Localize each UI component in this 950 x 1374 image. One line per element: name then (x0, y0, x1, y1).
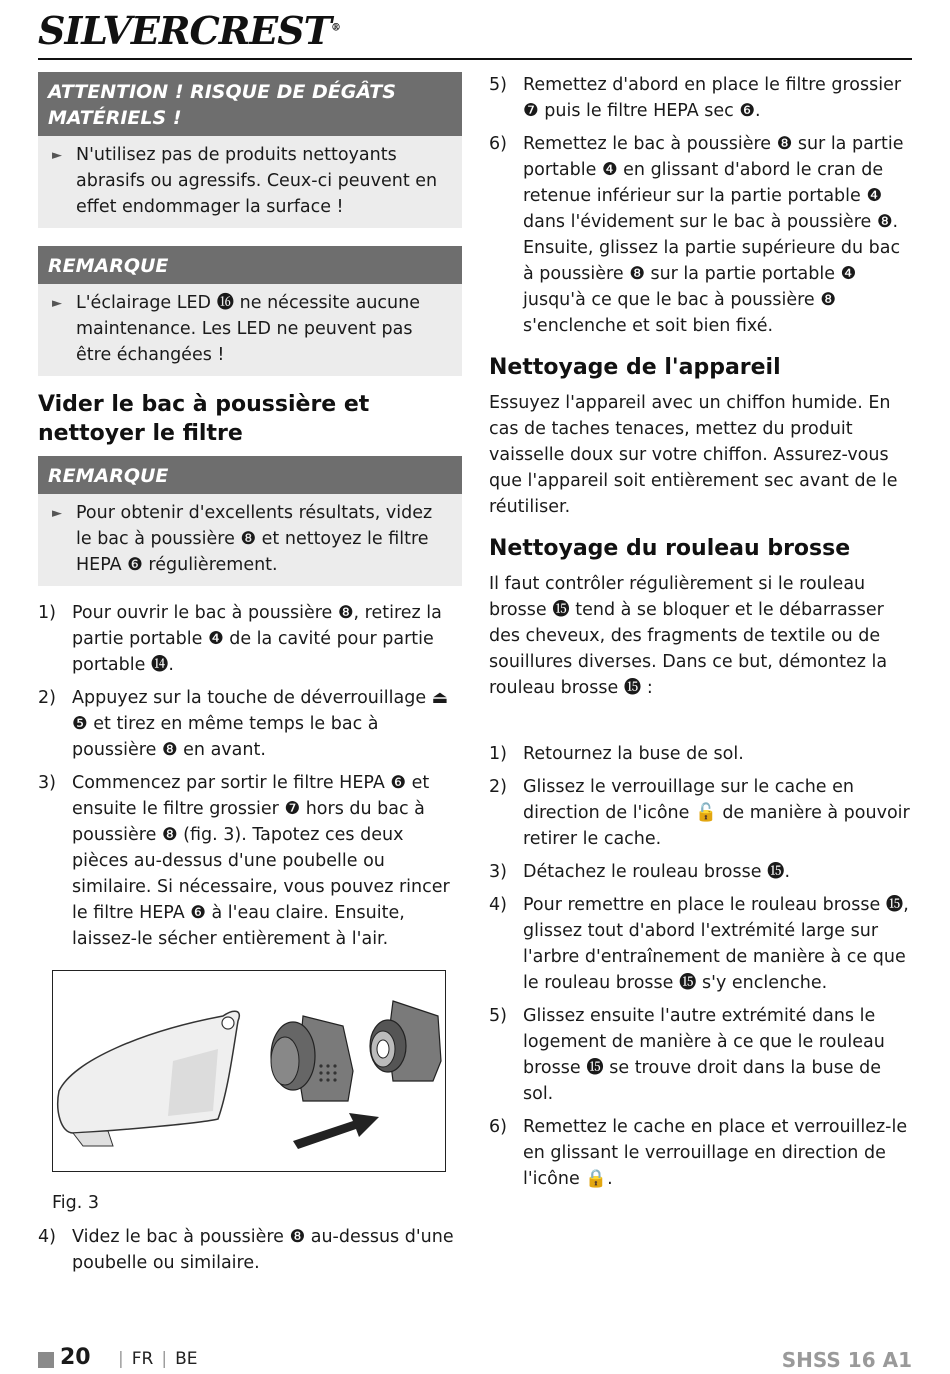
header-rule (38, 58, 912, 60)
brush-roll-paragraph: Il faut contrôler régulièrement si le rouleau brosse ⓯ tend à se bloquer et le débarrasser des cheveux, des fragments de textile ou de souillures diverses. Dans ce but, démontez la rouleau brosse ⓯ : (489, 574, 888, 698)
footer-marker (38, 1352, 54, 1368)
figure-3-illustration (52, 970, 446, 1172)
step-number: 2) (489, 777, 507, 797)
note-title: REMARQUE (38, 456, 462, 494)
step-item (489, 72, 914, 124)
step-item (489, 892, 914, 996)
bullet-arrow-icon: ► (52, 296, 62, 311)
footer-separator: | (161, 1349, 168, 1369)
step-number: 3) (38, 773, 56, 793)
step-number: 4) (489, 895, 507, 915)
note-text: L'éclairage LED ⓰ ne nécessite aucune maintenance. Les LED ne peuvent pas être échangées ! (76, 293, 421, 365)
attention-box (38, 72, 462, 228)
step-item (489, 774, 914, 852)
step-text: Détachez le rouleau brosse ⓯. (523, 862, 791, 882)
attention-bullet (52, 142, 448, 220)
step-item (38, 600, 462, 678)
step-number: 5) (489, 75, 507, 95)
attention-text: N'utilisez pas de produits nettoyants abrasifs ou agressifs. Ceux-ci peuvent en effet endommager la surface ! (76, 145, 438, 217)
step-item (38, 770, 462, 952)
step-number: 1) (489, 744, 507, 764)
dust-bin-filters-drawing (53, 971, 445, 1171)
step-item (38, 1224, 462, 1276)
step-number: 5) (489, 1006, 507, 1026)
bullet-arrow-icon: ► (52, 506, 62, 521)
registered-mark: ® (330, 22, 340, 34)
note-bullet (52, 290, 448, 368)
step-text: Pour ouvrir le bac à poussière ❽, retirez la partie portable ❹ de la cavité pour partie portable ⓮. (72, 603, 442, 675)
step-text: Commencez par sortir le filtre HEPA ❻ et ensuite le filtre grossier ❼ hors du bac à poussière ❽ (fig. 3). Tapotez ces deux pièces au-dessus d'une poubelle ou similaire. Si nécessaire, vous pouvez rincer le filtre HEPA ❻ à l'eau claire. Ensuite, laissez-le sécher entièrement à l'air. (72, 773, 450, 949)
footer-separator: | (118, 1349, 124, 1369)
note-box-filter (38, 456, 462, 586)
section-heading-empty-bin: Vider le bac à poussière et nettoyer le filtre (38, 392, 370, 446)
section-heading-cleaning: Nettoyage de l'appareil (489, 355, 781, 380)
step-text: Glissez le verrouillage sur le cache en direction de l'icône 🔓 de manière à pouvoir retirer le cache. (523, 777, 910, 849)
step-number: 4) (38, 1227, 56, 1247)
step-text: Remettez le bac à poussière ❽ sur la partie portable ❹ en glissant d'abord le cran de retenue inférieur sur la partie portable ❹ dans l'évidement sur le bac à poussière ❽. Ensuite, glissez la partie supérieure du bac à poussière ❽ sur la partie portable ❹ jusqu'à ce que le bac à poussière ❽ s'enclenche et soit bien fixé. (523, 134, 904, 336)
step-text: Appuyez sur la touche de déverrouillage ⏏ ❺ et tirez en même temps le bac à poussière ❽ en avant. (72, 688, 449, 760)
step-number: 1) (38, 603, 56, 623)
cleaning-paragraph: Essuyez l'appareil avec un chiffon humide. En cas de taches tenaces, mettez du produit vaisselle doux sur votre chiffon. Assurez-vous que l'appareil soit entièrement sec avant de le réutiliser. (489, 393, 898, 517)
brand-logo (38, 8, 340, 53)
step-number: 2) (38, 688, 56, 708)
step-text: Remettez d'abord en place le filtre grossier ❼ puis le filtre HEPA sec ❻. (523, 75, 902, 121)
step-item (489, 131, 914, 339)
step-number: 6) (489, 1117, 507, 1137)
step-item (38, 685, 462, 763)
step-item (489, 1003, 914, 1107)
footer-lang-1: FR (131, 1349, 154, 1369)
left-column (38, 72, 462, 1283)
step-text: Retournez la buse de sol. (523, 744, 744, 764)
model-number: SHSS 16 A1 (781, 1348, 912, 1372)
step-number: 3) (489, 862, 507, 882)
right-column (489, 72, 914, 1199)
step-text: Videz le bac à poussière ❽ au-dessus d'une poubelle ou similaire. (72, 1227, 454, 1273)
note-text: Pour obtenir d'excellents résultats, videz le bac à poussière ❽ et nettoyez le filtre HEPA ❻ régulièrement. (76, 503, 433, 575)
step-text: Remettez le cache en place et verrouillez-le en glissant le verrouillage en direction de l'icône 🔒. (523, 1117, 908, 1189)
attention-title: ATTENTION ! RISQUE DE DÉGÂTS MATÉRIELS ! (38, 72, 462, 136)
step-item (489, 859, 914, 885)
footer-lang-2: BE (175, 1349, 198, 1369)
step-item (489, 1114, 914, 1192)
figure-caption: Fig. 3 (52, 1193, 100, 1213)
logo-text: SILVERCREST (38, 8, 331, 53)
bullet-arrow-icon: ► (52, 148, 62, 163)
page-number: 20 (60, 1345, 91, 1370)
step-text: Pour remettre en place le rouleau brosse ⓯, glissez tout d'abord l'extrémité large sur l'arbre d'entraînement de manière à ce que le rouleau brosse ⓯ s'y enclenche. (523, 895, 909, 993)
footer-languages (110, 1349, 197, 1369)
note-title: REMARQUE (38, 246, 462, 284)
step-text: Glissez ensuite l'autre extrémité dans le logement de manière à ce que le rouleau brosse ⓯ se trouve droit dans la buse de sol. (523, 1006, 885, 1104)
step-item (489, 741, 914, 767)
section-heading-brush-roll: Nettoyage du rouleau brosse (489, 536, 851, 561)
step-number: 6) (489, 134, 507, 154)
note-box-led (38, 246, 462, 376)
note-bullet (52, 500, 448, 578)
